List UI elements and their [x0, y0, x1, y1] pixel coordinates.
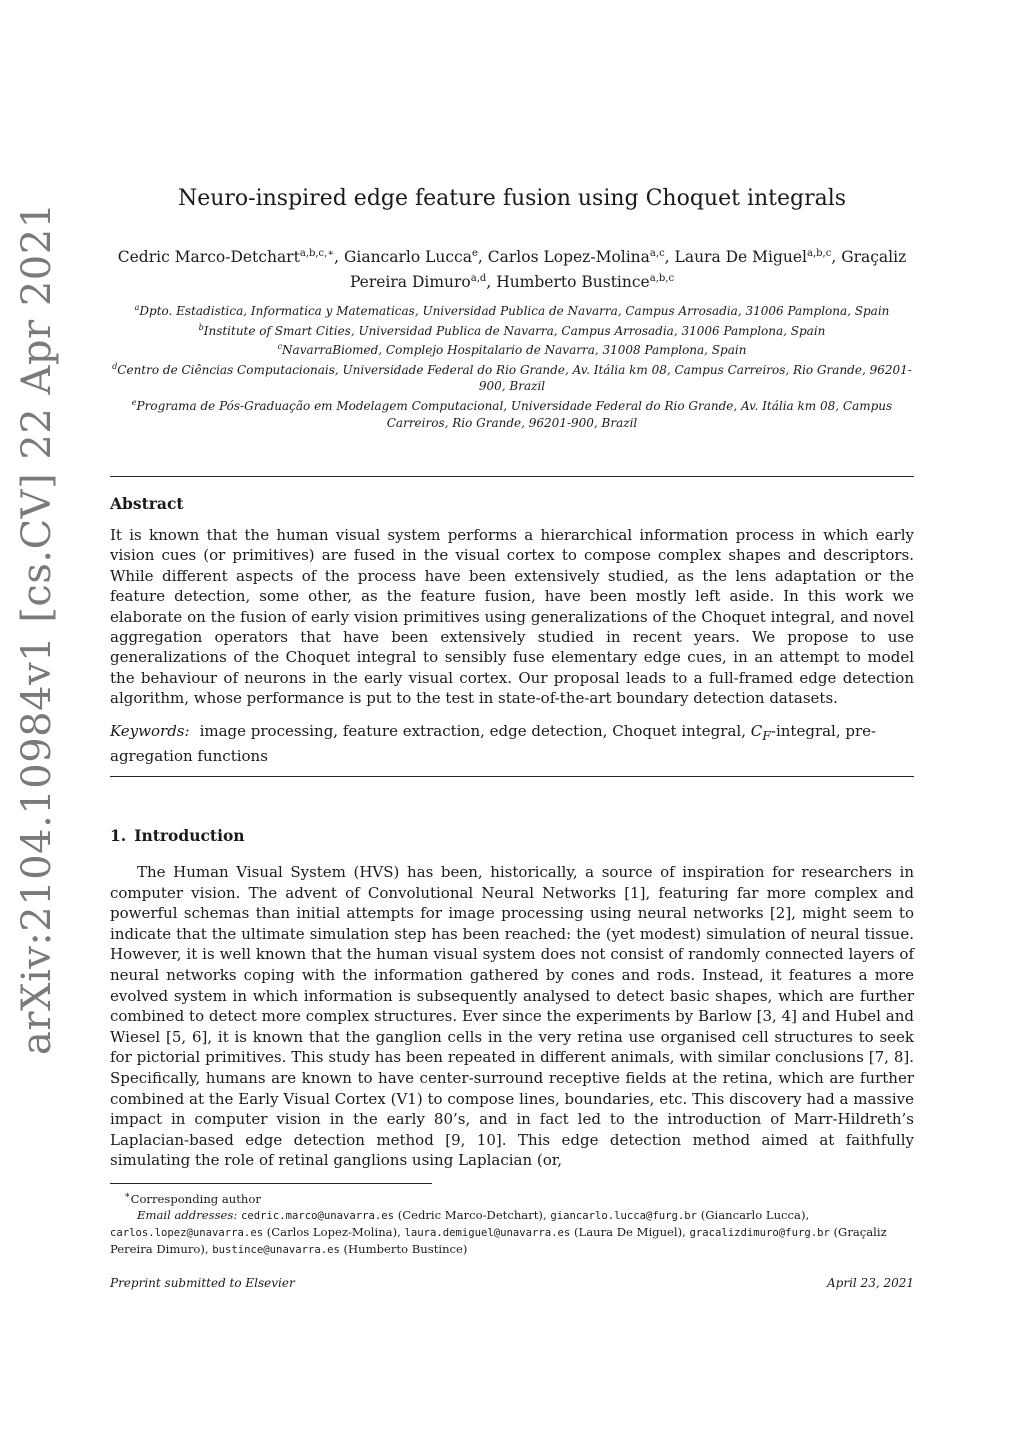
email-entry: laura.demiguel@unavarra.es (Laura De Miguel),: [404, 1225, 690, 1240]
corresponding-author-note: ∗Corresponding author: [124, 1190, 261, 1206]
email-entry: carlos.lopez@unavarra.es (Carlos Lopez-Molina),: [110, 1225, 405, 1240]
footer-date: April 23, 2021: [826, 1276, 914, 1290]
email-link[interactable]: bustince@unavarra.es: [212, 1244, 340, 1257]
email-link[interactable]: gracalizdimuro@furg.br: [689, 1227, 830, 1240]
email-link[interactable]: giancarlo.lucca@furg.br: [550, 1210, 698, 1223]
introduction-text: The Human Visual System (HVS) has been, historically, a source of inspiration for researchers in computer vision. The advent of Convolutional Neural Networks [1], featuring far more complex and powerful schemas than initial attempts for image processing using neural networks [2], might seem to indicate that the ultimate simulation step has been reached: the (yet modest) simulation of neural tissue. However, it is well known that the human visual system does not consist of randomly connected layers of neural networks coping with the information gathered by cones and rods. Instead, it features a more evolved system in which information is subsequently analysed to detect basic shapes, which are further combined to detect more complex structures. Ever since the experiments by Barlow [3, 4] and Hubel and Wiesel [5, 6], it is known that the ganglion cells in the very retina use organised cell structures to seek for pictorial primitives. This study has been repeated in different animals, with similar conclusions [7, 8]. Specifically, humans are known to have center-surround receptive fields at the retina, which are further combined at the Early Visual Cortex (V1) to compose lines, boundaries, etc. This discovery had a massive impact in computer vision in the early 80’s, and in fact led to the introduction of Marr-Hildreth’s Laplacian-based edge detection method [9, 10]. This edge detection method aimed at faithfully simulating the role of retinal ganglions using Laplacian (or,: [110, 863, 914, 1170]
email-addresses: Email addresses: cedric.marco@unavarra.es (Cedric Marco-Detchart), giancarlo.lucca@furg.br (Giancarlo Lucca), carlos.lopez@unavarra.es (Carlos Lopez-Molina), laura.demiguel@unavarra.es (Laura De Miguel), gracalizdimuro@furg.br (Graçaliz Pereira Dimuro), bustince@unavarra.es (Humberto Bustince): [110, 1208, 887, 1257]
author: Carlos Lopez-Molina$^{a,c}$,: [487, 248, 675, 267]
abstract-bottom-rule: [110, 776, 914, 777]
keywords-label: Keywords:: [110, 722, 190, 740]
email-entry: bustince@unavarra.es (Humberto Bustince): [212, 1242, 468, 1257]
author: Humberto Bustince$^{a,b,c}$: [496, 273, 675, 292]
keywords: Keywords: image processing, feature extraction, edge detection, Choquet integral, $C_F$-integral, pre-agregation functions: [110, 722, 877, 766]
author-list: [110, 243, 914, 293]
email-entry: giancarlo.lucca@furg.br (Giancarlo Lucca),: [550, 1208, 810, 1223]
author: Cedric Marco-Detchart$^{a,b,c,∗}$,: [117, 248, 344, 267]
email-entry: cedric.marco@unavarra.es (Cedric Marco-Detchart),: [240, 1208, 551, 1223]
cf-symbol: $C_F$: [750, 722, 771, 743]
affiliation: $^d$Centro de Ciências Computacionais, Universidade Federal do Rio Grande, Av. Itália km 08, Campus Carreiros, Rio Grande, 96201-900, Brazil: [112, 361, 912, 394]
abstract-heading: Abstract: [110, 494, 184, 513]
affiliation: $^b$Institute of Smart Cities, Universidad Publica de Navarra, Campus Arrosadia, 31006 Pamplona, Spain: [198, 322, 826, 338]
arxiv-side-stamp: arXiv:2104.10984v1 [cs.CV] 22 Apr 2021: [14, 202, 60, 1055]
affiliation: $^e$Programa de Pós-Graduação em Modelagem Computacional, Universidade Federal do Rio Grande, Av. Itália km 08, Campus Carreiros, Rio Grande, 96201-900, Brazil: [131, 397, 893, 430]
section-heading: [110, 826, 245, 845]
email-link[interactable]: cedric.marco@unavarra.es: [240, 1210, 395, 1223]
author: Laura De Miguel$^{a,b,c}$,: [674, 248, 842, 267]
affiliations: [110, 300, 914, 431]
section-title: Introduction: [134, 826, 245, 845]
affiliation: $^c$NavarraBiomed, Complejo Hospitalario de Navarra, 31008 Pamplona, Spain: [277, 342, 747, 358]
abstract-top-rule: [110, 476, 914, 477]
footnote-rule: [110, 1183, 432, 1184]
section-number: 1.: [110, 826, 127, 845]
footnotes: [110, 1188, 914, 1259]
affiliation: $^a$Dpto. Estadistica, Informatica y Matematicas, Universidad Publica de Navarra, Campus Arrosadia, 31006 Pamplona, Spain: [134, 303, 890, 318]
author: Graçaliz Pereira Dimuro$^{a,d}$,: [349, 248, 907, 292]
footer-preprint-note: Preprint submitted to Elsevier: [110, 1276, 295, 1290]
email-link[interactable]: laura.demiguel@unavarra.es: [404, 1227, 571, 1240]
email-link[interactable]: carlos.lopez@unavarra.es: [110, 1227, 264, 1240]
email-entry: gracalizdimuro@furg.br (Graçaliz Pereira Dimuro),: [110, 1225, 887, 1257]
paper-title: Neuro-inspired edge feature fusion using Choquet integrals: [177, 186, 847, 211]
abstract-text: It is known that the human visual system performs a hierarchical information process in which early vision cues (or primitives) are fused in the visual cortex to compose complex shapes and descriptors. While different aspects of the process have been extensively studied, as the lens adaptation or the feature detection, some other, as the feature fusion, have been mostly left aside. In this work we elaborate on the fusion of early vision primitives using generalizations of the Choquet integral, and novel aggregation operators that have been extensively studied in recent years. We propose to use generalizations of the Choquet integral to sensibly fuse elementary edge cues, in an attempt to model the behaviour of neurons in the early visual cortex. Our proposal leads to a full-framed edge detection algorithm, whose performance is put to the test in state-of-the-art boundary detection datasets.: [110, 526, 914, 708]
author: Giancarlo Lucca$^e$,: [343, 248, 488, 267]
